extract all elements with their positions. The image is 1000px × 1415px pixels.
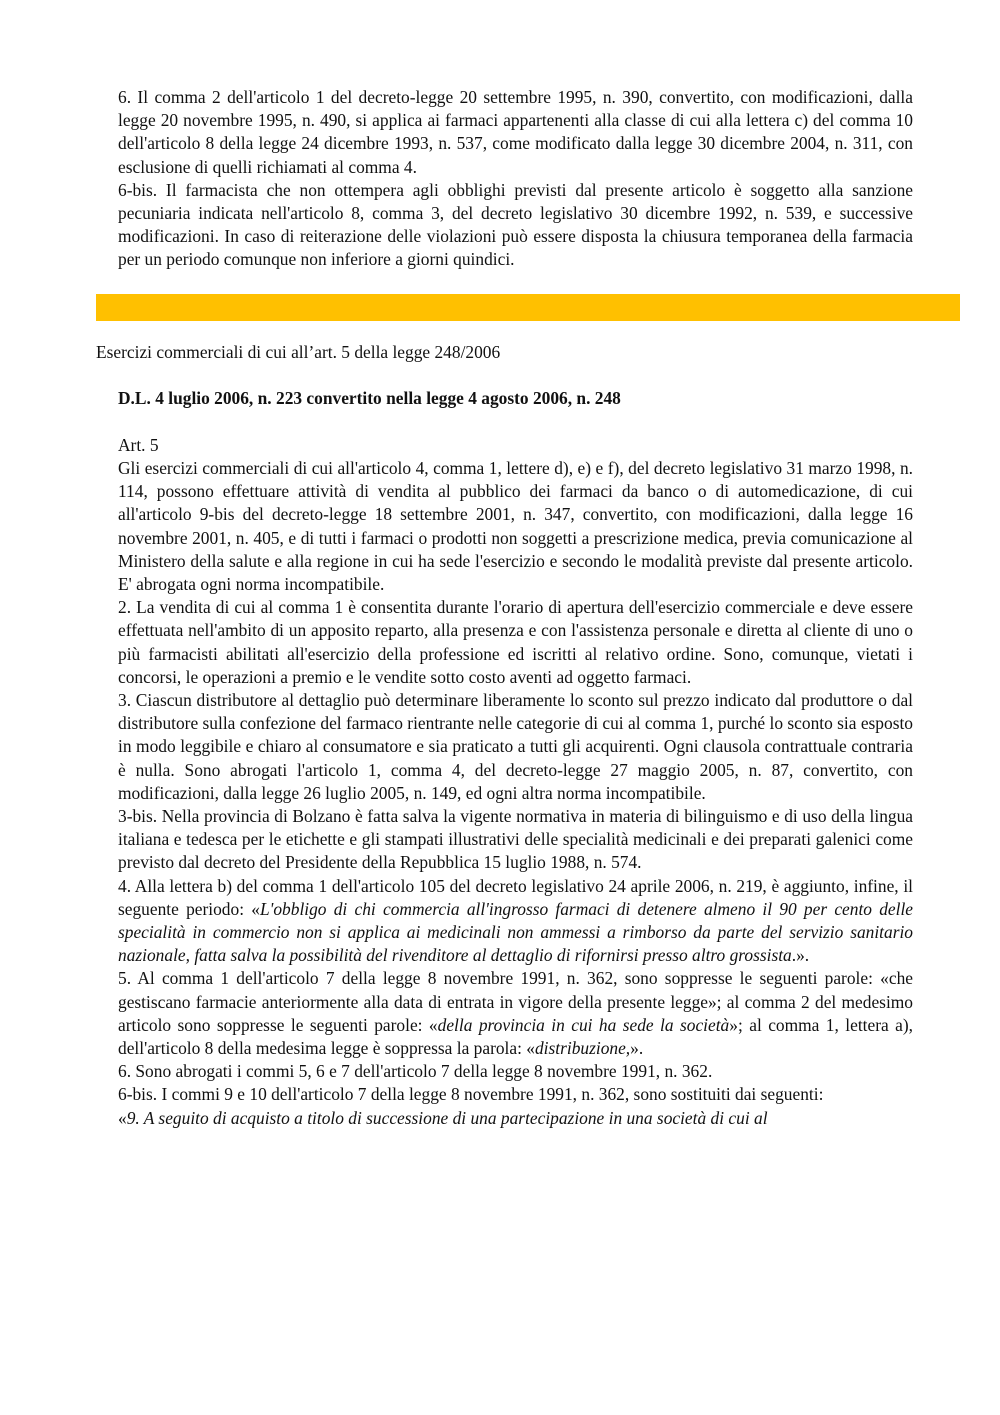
article-label: Art. 5 [118,435,159,455]
article-paragraph-4 [118,875,913,968]
paragraph-5-end: ». [630,1038,644,1059]
paragraph-6-bis: 6-bis. Il farmacista che non ottempera agli obblighi previsti dal presente articolo è soggetto alla sanzione pecuniaria indicata nell'articolo 8, comma 3, del decreto legislativo 30 dicembre 1992, n. 539, e successive modificazioni. In caso di reiterazione delle violazioni può essere disposta la chiusura temporanea della farmacia per un periodo comunque non inferiore a giorni quindici. [118,179,913,270]
section-separator-bar [96,294,960,321]
paragraph-6: 6. Il comma 2 dell'articolo 1 del decreto-legge 20 settembre 1995, n. 390, convertito, con modificazioni, dalla legge 20 novembre 1995, n. 490, si applica ai farmaci appartenenti alla classe di cui alla lettera c) del comma 10 dell'articolo 8 della legge 24 dicembre 1993, n. 537, come modificato dalla legge 30 dicembre 2004, n. 311, con esclusione di quelli richiamati al comma 4. [118,87,913,177]
paragraph-4-end: .». [791,945,810,966]
article-paragraph-2: 2. La vendita di cui al comma 1 è consentita durante l'orario di apertura dell'esercizio commerciale e deve essere effettuata nell'ambito di un apposito reparto, alla presenza e con l'assistenza personale e diretta al cliente di uno o più farmacisti abilitati all'esercizio della professione ed iscritti al relativo ordine. Sono, comunque, vietati i concorsi, le operazioni a premio e le vendite sotto costo aventi ad oggetto farmaci. [118,597,913,687]
paragraph-5-quote-1: della provincia in cui ha sede la società [437,1014,730,1035]
paragraph-4-quote: L'obbligo di chi commercia all'ingrosso farmaci di detenere almeno il 90 per cento delle specialità in commercio non si applica ai medicinali non ammessi a rimborso da parte del servizio sanitario nazionale, fatta salva la possibilità del rivenditore al dettaglio di rifornirsi presso altro grossista [118,898,914,966]
paragraph-5-mid: »; al comma 1, lettera a), dell'articolo 8 della medesima legge è soppressa la parola: « [118,1014,914,1059]
paragraph-9-text: 9. A seguito di acquisto a titolo di successione di una partecipazione in una società di cui al [126,1107,768,1128]
article-paragraph-6-bis: 6-bis. I commi 9 e 10 dell'articolo 7 della legge 8 novembre 1991, n. 362, sono sostituiti dai seguenti: [118,1084,824,1105]
paragraph-4-text: 4. Alla lettera b) del comma 1 dell'articolo 105 del decreto legislativo 24 aprile 2006, n. 219, è aggiunto, infine, il seguente periodo: « [118,875,913,919]
article-body [118,457,913,1130]
article-paragraph-5 [118,967,913,1060]
article-paragraph-9 [118,1107,913,1130]
top-text-block [118,86,913,272]
article-paragraph-6: 6. Sono abrogati i commi 5, 6 e 7 dell'articolo 7 della legge 8 novembre 1991, n. 362. [118,1061,713,1082]
section-label: Esercizi commerciali di cui all’art. 5 della legge 248/2006 [96,342,501,362]
decree-title: D.L. 4 luglio 2006, n. 223 convertito nella legge 4 agosto 2006, n. 248 [118,388,621,408]
article-paragraph-3-bis: 3-bis. Nella provincia di Bolzano è fatta salva la vigente normativa in materia di bilinguismo e di uso della lingua italiana e tedesca per le etichette e gli stampati illustrativi delle specialità medicinali e dei preparati galenici come previsto dal decreto del Presidente della Repubblica 15 luglio 1988, n. 574. [118,806,913,873]
paragraph-9-open-quote: « [118,1107,127,1128]
article-paragraph-3: 3. Ciascun distributore al dettaglio può determinare liberamente lo sconto sul prezzo indicato dal produttore o dal distributore sulla confezione del farmaco rientrante nelle categorie di cui al comma 1, purché lo sconto sia esposto in modo leggibile e chiaro al consumatore e sia praticato a tutti gli acquirenti. Ogni clausola contrattuale contraria è nulla. Sono abrogati l'articolo 1, comma 4, del decreto-legge 27 maggio 2005, n. 87, convertito, con modificazioni, dalla legge 26 luglio 2005, n. 149, ed ogni altra norma incompatibile. [118,690,913,803]
paragraph-5-text: 5. Al comma 1 dell'articolo 7 della legge 8 novembre 1991, n. 362, sono soppresse le seguenti parole: «che gestiscano farmacie anteriormente alla data di entrata in vigore della presente legge»; al comma 2 del medesimo articolo sono soppresse le seguenti parole: « [118,968,913,1035]
paragraph-5-quote-2: distribuzione, [534,1038,631,1059]
article-paragraph-1: Gli esercizi commerciali di cui all'articolo 4, comma 1, lettere d), e) e f), del decreto legislativo 31 marzo 1998, n. 114, possono effettuare attività di vendita al pubblico dei farmaci da banco o di automedicazione, di cui all'articolo 9-bis del decreto-legge 18 settembre 2001, n. 347, convertito, con modificazioni, dalla legge 16 novembre 2001, n. 405, e di tutti i farmaci o prodotti non soggetti a prescrizione medica, previa comunicazione al Ministero della salute e alla regione in cui ha sede l'esercizio e secondo le modalità previste dal presente articolo. E' abrogata ogni norma incompatibile. [118,458,913,595]
